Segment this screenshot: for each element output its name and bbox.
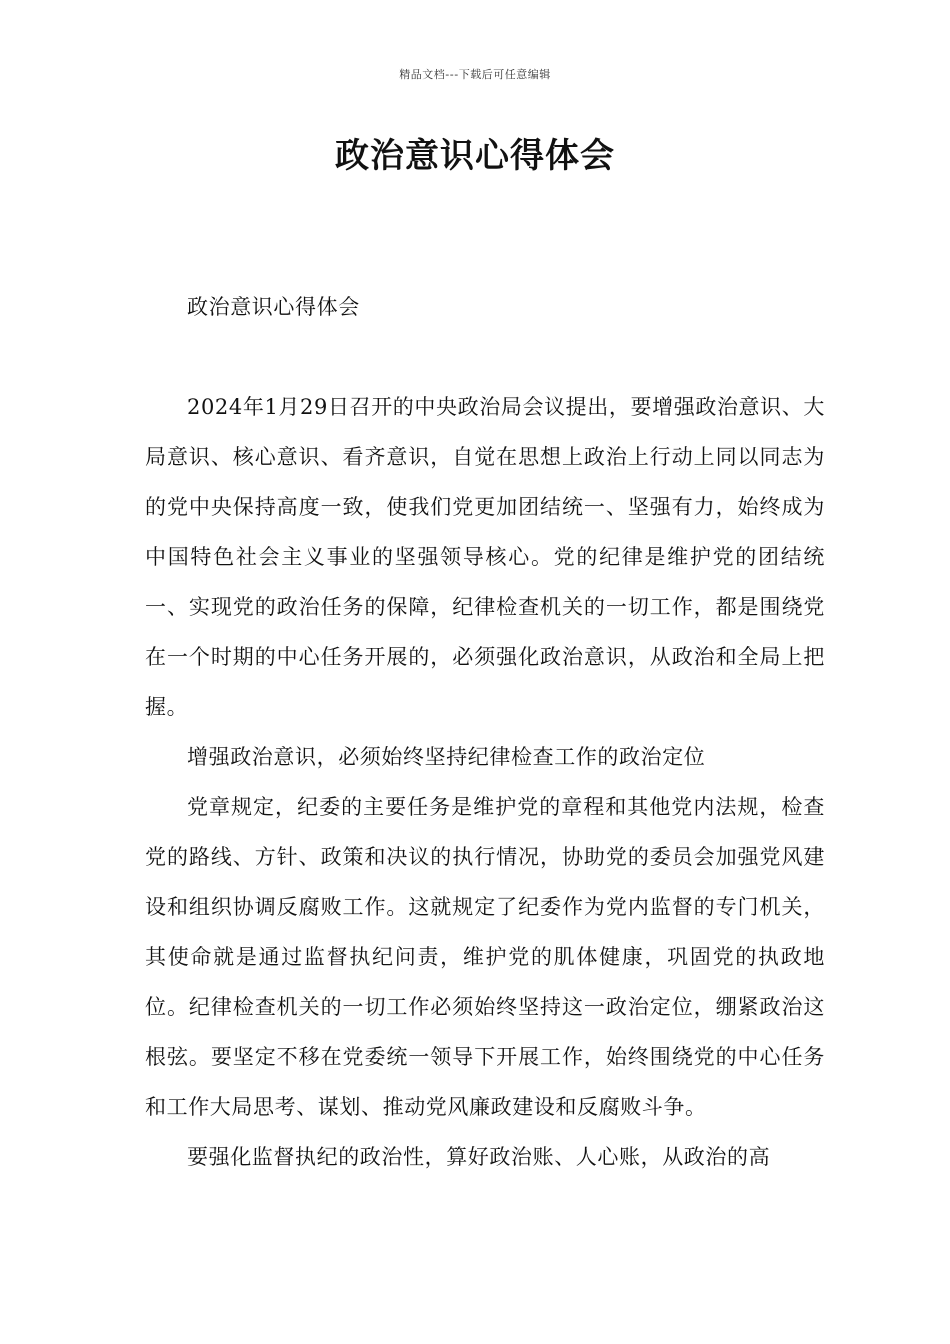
paragraph: 要强化监督执纪的政治性，算好政治账、人心账，从政治的高 xyxy=(187,1145,771,1169)
document-title: 政治意识心得体会 xyxy=(335,136,615,176)
paragraph: 2024年1月29日召开的中央政治局会议提出，要增强政治意识、大局意识、核心意识、看齐意识，自觉在思想上政治上行动上同以同志为的党中央保持高度一致，使我们党更加团结统一、坚强有力，始终成为中国特色社会主义事业的坚强领导核心。党的纪律是维护党的团结统一、实现党的政治任务的保障，纪律检查机关的一切工作，都是围绕党在一个时期的中心任务开展的，必须强化政治意识，从政治和全局上把握。 xyxy=(145,395,825,719)
document-body xyxy=(145,282,825,1182)
header-watermark: 精品文档---下载后可任意编辑 xyxy=(399,68,551,81)
section-heading: 增强政治意识，必须始终坚持纪律检查工作的政治定位 xyxy=(187,745,706,769)
document-subtitle: 政治意识心得体会 xyxy=(187,295,360,319)
paragraph: 党章规定，纪委的主要任务是维护党的章程和其他党内法规，检查党的路线、方针、政策和决议的执行情况，协助党的委员会加强党风建设和组织协调反腐败工作。这就规定了纪委作为党内监督的专门机关，其使命就是通过监督执纪问责，维护党的肌体健康，巩固党的执政地位。纪律检查机关的一切工作必须始终坚持这一政治定位，绷紧政治这根弦。要坚定不移在党委统一领导下开展工作，始终围绕党的中心任务和工作大局思考、谋划、推动党风廉政建设和反腐败斗争。 xyxy=(145,795,825,1119)
